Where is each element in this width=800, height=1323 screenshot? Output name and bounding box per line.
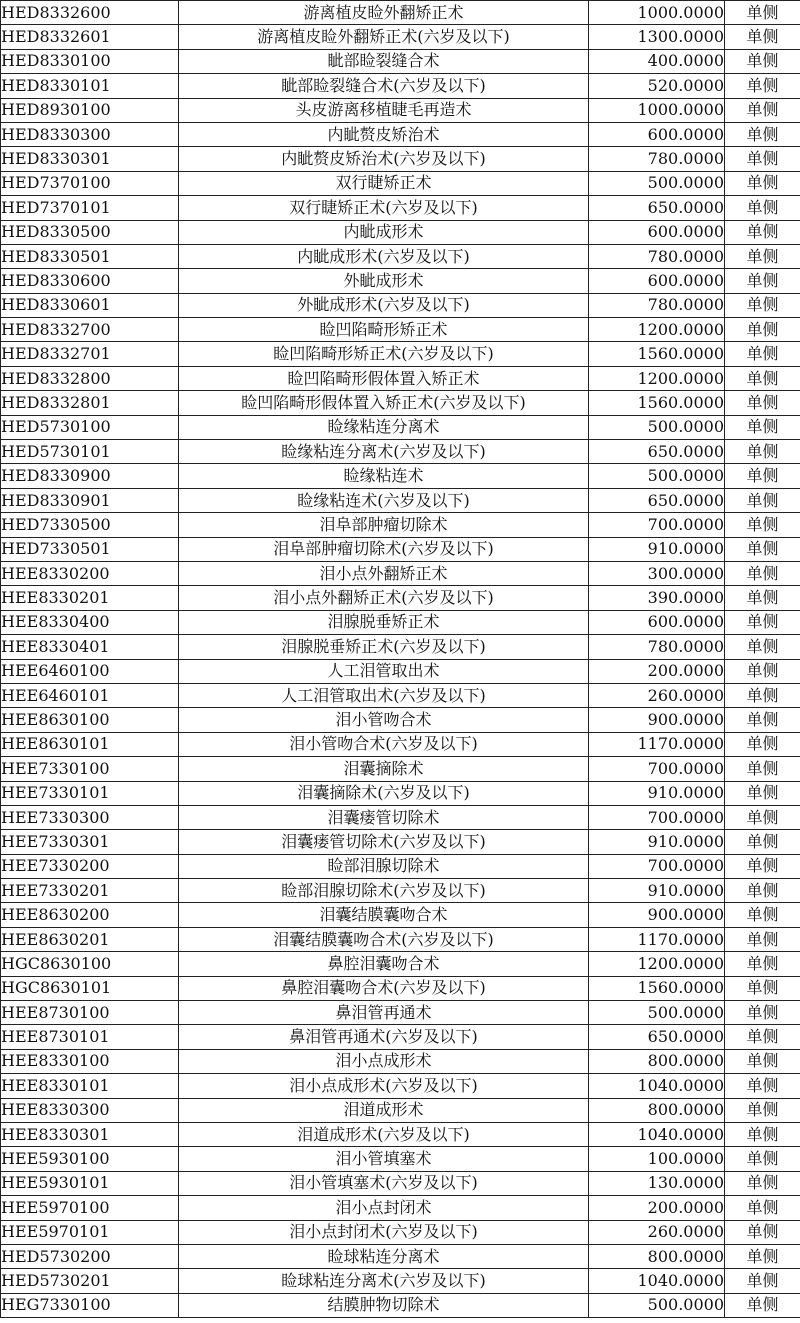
- item-code-cell: HEE6460100: [1, 659, 179, 683]
- item-name-cell: 泪小点成形术: [179, 1049, 589, 1073]
- item-code-cell: HEE8330200: [1, 561, 179, 585]
- table-row: [1, 269, 800, 293]
- item-name-cell: 泪道成形术(六岁及以下): [179, 1122, 589, 1146]
- item-price-cell: 1560.0000: [589, 391, 725, 415]
- item-name-cell: 游离植皮睑外翻矫正术: [179, 1, 589, 25]
- item-price-cell: 1200.0000: [589, 318, 725, 342]
- item-name-cell: 泪小管吻合术: [179, 708, 589, 732]
- item-price-cell: 500.0000: [589, 415, 725, 439]
- table-row: [1, 854, 800, 878]
- item-price-cell: 700.0000: [589, 805, 725, 829]
- item-unit-cell: 单侧: [725, 488, 800, 512]
- item-code-cell: HED5730201: [1, 1269, 179, 1293]
- item-code-cell: HEE8330301: [1, 1122, 179, 1146]
- item-code-cell: HED8330300: [1, 122, 179, 146]
- item-price-cell: 500.0000: [589, 1293, 725, 1317]
- item-unit-cell: 单侧: [725, 147, 800, 171]
- table-row: [1, 171, 800, 195]
- table-row: [1, 1147, 800, 1171]
- item-unit-cell: 单侧: [725, 1001, 800, 1025]
- table-row: [1, 1049, 800, 1073]
- item-price-cell: 100.0000: [589, 1147, 725, 1171]
- table-body: [1, 1, 800, 1318]
- item-unit-cell: 单侧: [725, 1244, 800, 1268]
- item-unit-cell: 单侧: [725, 1196, 800, 1220]
- item-unit-cell: 单侧: [725, 1171, 800, 1195]
- item-unit-cell: 单侧: [725, 464, 800, 488]
- item-price-cell: 700.0000: [589, 757, 725, 781]
- item-code-cell: HED7330501: [1, 537, 179, 561]
- table-row: [1, 903, 800, 927]
- item-unit-cell: 单侧: [725, 25, 800, 49]
- table-row: [1, 74, 800, 98]
- item-code-cell: HEE8330100: [1, 1049, 179, 1073]
- item-name-cell: 睑凹陷畸形矫正术: [179, 318, 589, 342]
- item-name-cell: 人工泪管取出术(六岁及以下): [179, 683, 589, 707]
- item-unit-cell: 单侧: [725, 1122, 800, 1146]
- item-name-cell: 睑部泪腺切除术(六岁及以下): [179, 879, 589, 903]
- item-price-cell: 600.0000: [589, 122, 725, 146]
- item-code-cell: HED8332601: [1, 25, 179, 49]
- item-unit-cell: 单侧: [725, 122, 800, 146]
- item-price-cell: 520.0000: [589, 74, 725, 98]
- item-name-cell: 睑球粘连分离术(六岁及以下): [179, 1269, 589, 1293]
- item-code-cell: HED8332701: [1, 342, 179, 366]
- item-price-cell: 1040.0000: [589, 1074, 725, 1098]
- item-name-cell: 游离植皮睑外翻矫正术(六岁及以下): [179, 25, 589, 49]
- item-unit-cell: 单侧: [725, 561, 800, 585]
- item-unit-cell: 单侧: [725, 366, 800, 390]
- item-unit-cell: 单侧: [725, 781, 800, 805]
- table-row: [1, 781, 800, 805]
- item-name-cell: 泪囊结膜囊吻合术(六岁及以下): [179, 927, 589, 951]
- item-name-cell: 泪小管填塞术: [179, 1147, 589, 1171]
- table-row: [1, 513, 800, 537]
- item-name-cell: 泪小管填塞术(六岁及以下): [179, 1171, 589, 1195]
- item-code-cell: HED8930100: [1, 98, 179, 122]
- item-code-cell: HEE7330201: [1, 879, 179, 903]
- item-price-cell: 1560.0000: [589, 976, 725, 1000]
- item-price-cell: 200.0000: [589, 659, 725, 683]
- item-code-cell: HEE8330300: [1, 1098, 179, 1122]
- table-row: [1, 25, 800, 49]
- item-unit-cell: 单侧: [725, 976, 800, 1000]
- item-name-cell: 睑缘粘连术: [179, 464, 589, 488]
- item-code-cell: HEE5930101: [1, 1171, 179, 1195]
- item-unit-cell: 单侧: [725, 927, 800, 951]
- item-unit-cell: 单侧: [725, 659, 800, 683]
- item-code-cell: HEE7330101: [1, 781, 179, 805]
- table-row: [1, 122, 800, 146]
- item-name-cell: 眦部睑裂缝合术: [179, 49, 589, 73]
- item-unit-cell: 单侧: [725, 830, 800, 854]
- item-unit-cell: 单侧: [725, 1049, 800, 1073]
- table-row: [1, 659, 800, 683]
- item-code-cell: HEE8330201: [1, 586, 179, 610]
- item-unit-cell: 单侧: [725, 805, 800, 829]
- item-unit-cell: 单侧: [725, 1025, 800, 1049]
- table-row: [1, 805, 800, 829]
- item-code-cell: HEE8630100: [1, 708, 179, 732]
- table-row: [1, 440, 800, 464]
- item-name-cell: 泪小点外翻矫正术(六岁及以下): [179, 586, 589, 610]
- item-code-cell: HEE8730100: [1, 1001, 179, 1025]
- table-row: [1, 757, 800, 781]
- item-price-cell: 130.0000: [589, 1171, 725, 1195]
- table-row: [1, 318, 800, 342]
- item-price-cell: 650.0000: [589, 488, 725, 512]
- table-row: [1, 1122, 800, 1146]
- item-price-cell: 390.0000: [589, 586, 725, 610]
- table-row: [1, 1220, 800, 1244]
- item-price-cell: 1200.0000: [589, 952, 725, 976]
- item-code-cell: HEE5970101: [1, 1220, 179, 1244]
- item-name-cell: 睑凹陷畸形矫正术(六岁及以下): [179, 342, 589, 366]
- item-name-cell: 泪囊瘘管切除术(六岁及以下): [179, 830, 589, 854]
- table-row: [1, 391, 800, 415]
- item-name-cell: 结膜肿物切除术: [179, 1293, 589, 1317]
- item-unit-cell: 单侧: [725, 537, 800, 561]
- table-row: [1, 952, 800, 976]
- item-name-cell: 睑缘粘连术(六岁及以下): [179, 488, 589, 512]
- item-name-cell: 头皮游离移植睫毛再造术: [179, 98, 589, 122]
- item-code-cell: HED8330900: [1, 464, 179, 488]
- item-price-cell: 780.0000: [589, 293, 725, 317]
- item-unit-cell: 单侧: [725, 318, 800, 342]
- table-row: [1, 147, 800, 171]
- item-code-cell: HEE8630200: [1, 903, 179, 927]
- item-price-cell: 910.0000: [589, 830, 725, 854]
- item-code-cell: HEE8630101: [1, 732, 179, 756]
- item-name-cell: 泪小点封闭术(六岁及以下): [179, 1220, 589, 1244]
- table-row: [1, 683, 800, 707]
- item-name-cell: 鼻腔泪囊吻合术: [179, 952, 589, 976]
- item-unit-cell: 单侧: [725, 635, 800, 659]
- table-row: [1, 1171, 800, 1195]
- item-price-cell: 500.0000: [589, 464, 725, 488]
- table-row: [1, 708, 800, 732]
- item-code-cell: HED8330301: [1, 147, 179, 171]
- item-unit-cell: 单侧: [725, 391, 800, 415]
- item-code-cell: HEE5930100: [1, 1147, 179, 1171]
- item-price-cell: 600.0000: [589, 269, 725, 293]
- item-unit-cell: 单侧: [725, 1098, 800, 1122]
- item-price-cell: 910.0000: [589, 781, 725, 805]
- item-price-cell: 1170.0000: [589, 732, 725, 756]
- table-row: [1, 366, 800, 390]
- table-row: [1, 196, 800, 220]
- table-row: [1, 342, 800, 366]
- item-price-cell: 1040.0000: [589, 1269, 725, 1293]
- item-code-cell: HEE7330100: [1, 757, 179, 781]
- item-price-cell: 1560.0000: [589, 342, 725, 366]
- table-row: [1, 1196, 800, 1220]
- item-unit-cell: 单侧: [725, 74, 800, 98]
- item-name-cell: 外眦成形术(六岁及以下): [179, 293, 589, 317]
- item-name-cell: 泪小点成形术(六岁及以下): [179, 1074, 589, 1098]
- item-name-cell: 外眦成形术: [179, 269, 589, 293]
- table-row: [1, 879, 800, 903]
- item-code-cell: HEE7330301: [1, 830, 179, 854]
- item-unit-cell: 单侧: [725, 171, 800, 195]
- item-code-cell: HED5730100: [1, 415, 179, 439]
- item-price-cell: 650.0000: [589, 196, 725, 220]
- item-code-cell: HEE8330401: [1, 635, 179, 659]
- item-unit-cell: 单侧: [725, 1293, 800, 1317]
- item-name-cell: 眦部睑裂缝合术(六岁及以下): [179, 74, 589, 98]
- table-row: [1, 1098, 800, 1122]
- item-unit-cell: 单侧: [725, 1147, 800, 1171]
- item-code-cell: HED8332600: [1, 1, 179, 25]
- item-code-cell: HED5730101: [1, 440, 179, 464]
- item-unit-cell: 单侧: [725, 1074, 800, 1098]
- item-name-cell: 内眦成形术(六岁及以下): [179, 244, 589, 268]
- item-name-cell: 泪小点封闭术: [179, 1196, 589, 1220]
- table-row: [1, 732, 800, 756]
- table-row: [1, 1269, 800, 1293]
- item-unit-cell: 单侧: [725, 1269, 800, 1293]
- item-code-cell: HEE7330300: [1, 805, 179, 829]
- table-row: [1, 1001, 800, 1025]
- item-code-cell: HGC8630100: [1, 952, 179, 976]
- table-row: [1, 415, 800, 439]
- item-code-cell: HED7330500: [1, 513, 179, 537]
- item-unit-cell: 单侧: [725, 98, 800, 122]
- item-unit-cell: 单侧: [725, 854, 800, 878]
- item-price-cell: 600.0000: [589, 610, 725, 634]
- item-price-cell: 1000.0000: [589, 98, 725, 122]
- item-unit-cell: 单侧: [725, 757, 800, 781]
- item-name-cell: 泪囊摘除术: [179, 757, 589, 781]
- item-name-cell: 内眦赘皮矫治术(六岁及以下): [179, 147, 589, 171]
- item-price-cell: 650.0000: [589, 440, 725, 464]
- item-price-cell: 1200.0000: [589, 366, 725, 390]
- item-code-cell: HED8330500: [1, 220, 179, 244]
- item-unit-cell: 单侧: [725, 49, 800, 73]
- table-row: [1, 586, 800, 610]
- item-unit-cell: 单侧: [725, 513, 800, 537]
- item-price-cell: 1040.0000: [589, 1122, 725, 1146]
- item-price-cell: 1170.0000: [589, 927, 725, 951]
- table-row: [1, 537, 800, 561]
- item-name-cell: 双行睫矫正术(六岁及以下): [179, 196, 589, 220]
- item-unit-cell: 单侧: [725, 196, 800, 220]
- item-code-cell: HEE8330400: [1, 610, 179, 634]
- item-code-cell: HED7370101: [1, 196, 179, 220]
- table-row: [1, 927, 800, 951]
- item-code-cell: HEG7330100: [1, 1293, 179, 1317]
- item-unit-cell: 单侧: [725, 708, 800, 732]
- item-unit-cell: 单侧: [725, 610, 800, 634]
- item-price-cell: 700.0000: [589, 513, 725, 537]
- table-row: [1, 976, 800, 1000]
- item-name-cell: 内眦成形术: [179, 220, 589, 244]
- item-unit-cell: 单侧: [725, 293, 800, 317]
- item-unit-cell: 单侧: [725, 732, 800, 756]
- table-row: [1, 1025, 800, 1049]
- table-row: [1, 49, 800, 73]
- item-price-cell: 780.0000: [589, 635, 725, 659]
- item-name-cell: 睑凹陷畸形假体置入矫正术: [179, 366, 589, 390]
- item-unit-cell: 单侧: [725, 415, 800, 439]
- item-name-cell: 睑球粘连分离术: [179, 1244, 589, 1268]
- item-price-cell: 400.0000: [589, 49, 725, 73]
- item-name-cell: 鼻泪管再通术(六岁及以下): [179, 1025, 589, 1049]
- table-row: [1, 635, 800, 659]
- item-price-cell: 800.0000: [589, 1098, 725, 1122]
- item-code-cell: HED8330901: [1, 488, 179, 512]
- item-name-cell: 鼻腔泪囊吻合术(六岁及以下): [179, 976, 589, 1000]
- item-name-cell: 泪囊结膜囊吻合术: [179, 903, 589, 927]
- item-price-cell: 260.0000: [589, 683, 725, 707]
- item-name-cell: 泪小点外翻矫正术: [179, 561, 589, 585]
- item-code-cell: HED8330501: [1, 244, 179, 268]
- item-name-cell: 睑部泪腺切除术: [179, 854, 589, 878]
- item-unit-cell: 单侧: [725, 1, 800, 25]
- item-unit-cell: 单侧: [725, 903, 800, 927]
- item-price-cell: 300.0000: [589, 561, 725, 585]
- item-name-cell: 睑凹陷畸形假体置入矫正术(六岁及以下): [179, 391, 589, 415]
- item-code-cell: HED8332700: [1, 318, 179, 342]
- item-unit-cell: 单侧: [725, 269, 800, 293]
- item-price-cell: 780.0000: [589, 147, 725, 171]
- table-row: [1, 293, 800, 317]
- item-unit-cell: 单侧: [725, 879, 800, 903]
- table-row: [1, 561, 800, 585]
- item-price-cell: 600.0000: [589, 220, 725, 244]
- table-row: [1, 220, 800, 244]
- item-name-cell: 鼻泪管再通术: [179, 1001, 589, 1025]
- item-price-cell: 500.0000: [589, 171, 725, 195]
- item-price-cell: 910.0000: [589, 879, 725, 903]
- item-price-cell: 900.0000: [589, 708, 725, 732]
- item-name-cell: 泪阜部肿瘤切除术(六岁及以下): [179, 537, 589, 561]
- item-code-cell: HED8330101: [1, 74, 179, 98]
- item-name-cell: 泪阜部肿瘤切除术: [179, 513, 589, 537]
- item-price-cell: 260.0000: [589, 1220, 725, 1244]
- item-unit-cell: 单侧: [725, 683, 800, 707]
- item-unit-cell: 单侧: [725, 342, 800, 366]
- table-row: [1, 244, 800, 268]
- item-price-cell: 500.0000: [589, 1001, 725, 1025]
- table-row: [1, 1, 800, 25]
- item-price-cell: 200.0000: [589, 1196, 725, 1220]
- item-price-cell: 910.0000: [589, 537, 725, 561]
- item-price-cell: 650.0000: [589, 1025, 725, 1049]
- item-unit-cell: 单侧: [725, 952, 800, 976]
- item-code-cell: HED5730200: [1, 1244, 179, 1268]
- item-code-cell: HED8332801: [1, 391, 179, 415]
- item-unit-cell: 单侧: [725, 244, 800, 268]
- table-row: [1, 464, 800, 488]
- item-code-cell: HEE7330200: [1, 854, 179, 878]
- table-row: [1, 1244, 800, 1268]
- item-price-cell: 900.0000: [589, 903, 725, 927]
- item-name-cell: 双行睫矫正术: [179, 171, 589, 195]
- item-unit-cell: 单侧: [725, 220, 800, 244]
- item-price-cell: 780.0000: [589, 244, 725, 268]
- item-code-cell: HEE6460101: [1, 683, 179, 707]
- item-price-cell: 800.0000: [589, 1244, 725, 1268]
- item-price-cell: 1300.0000: [589, 25, 725, 49]
- table-row: [1, 98, 800, 122]
- item-code-cell: HED8330600: [1, 269, 179, 293]
- item-name-cell: 泪腺脱垂矫正术(六岁及以下): [179, 635, 589, 659]
- table-row: [1, 830, 800, 854]
- table-row: [1, 1293, 800, 1317]
- item-code-cell: HEE8330101: [1, 1074, 179, 1098]
- table-row: [1, 610, 800, 634]
- item-price-cell: 1000.0000: [589, 1, 725, 25]
- table-row: [1, 1074, 800, 1098]
- item-code-cell: HED8330601: [1, 293, 179, 317]
- item-code-cell: HED7370100: [1, 171, 179, 195]
- item-code-cell: HEE8630201: [1, 927, 179, 951]
- item-unit-cell: 单侧: [725, 586, 800, 610]
- item-price-cell: 800.0000: [589, 1049, 725, 1073]
- item-unit-cell: 单侧: [725, 440, 800, 464]
- item-name-cell: 泪小管吻合术(六岁及以下): [179, 732, 589, 756]
- item-code-cell: HEE8730101: [1, 1025, 179, 1049]
- item-code-cell: HGC8630101: [1, 976, 179, 1000]
- item-name-cell: 内眦赘皮矫治术: [179, 122, 589, 146]
- item-name-cell: 睑缘粘连分离术: [179, 415, 589, 439]
- item-name-cell: 睑缘粘连分离术(六岁及以下): [179, 440, 589, 464]
- item-unit-cell: 单侧: [725, 1220, 800, 1244]
- item-name-cell: 泪腺脱垂矫正术: [179, 610, 589, 634]
- item-name-cell: 泪囊瘘管切除术: [179, 805, 589, 829]
- item-code-cell: HED8332800: [1, 366, 179, 390]
- item-name-cell: 人工泪管取出术: [179, 659, 589, 683]
- item-name-cell: 泪囊摘除术(六岁及以下): [179, 781, 589, 805]
- item-code-cell: HEE5970100: [1, 1196, 179, 1220]
- table-row: [1, 488, 800, 512]
- item-code-cell: HED8330100: [1, 49, 179, 73]
- item-price-cell: 700.0000: [589, 854, 725, 878]
- item-name-cell: 泪道成形术: [179, 1098, 589, 1122]
